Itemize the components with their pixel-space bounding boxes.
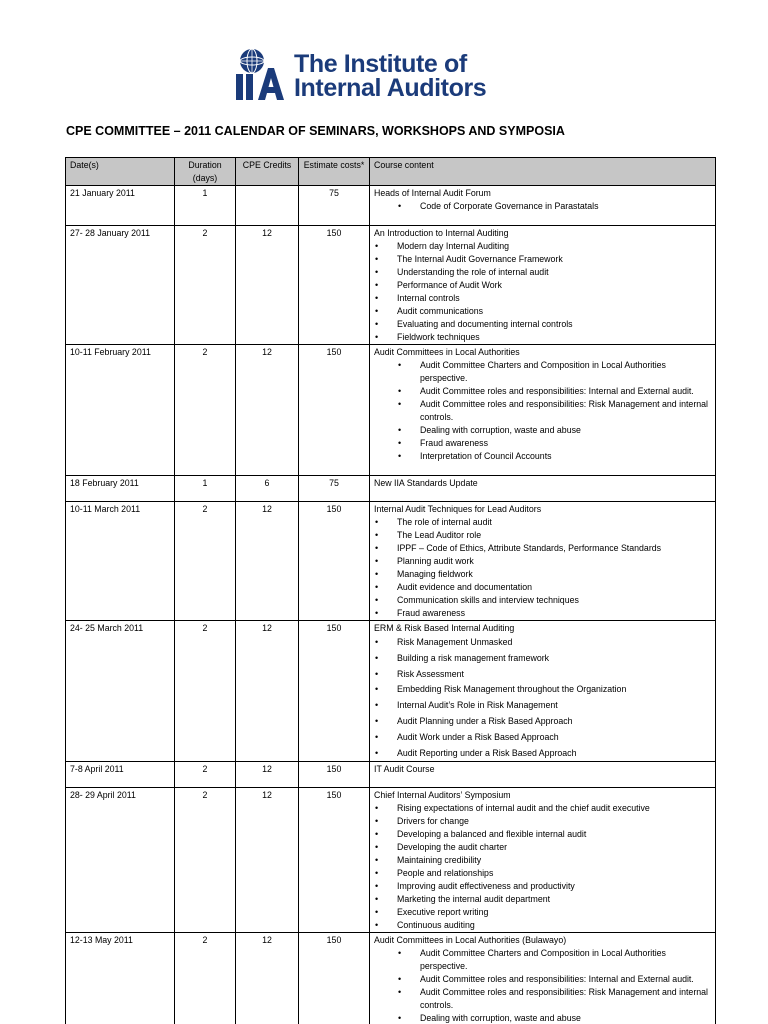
table-row <box>66 933 716 1024</box>
course-heading: Internal Audit Techniques for Lead Auditors <box>374 504 542 514</box>
list-item: • Evaluating and documenting internal controls <box>374 318 711 331</box>
duration-cell: 2 <box>175 345 236 476</box>
header-course-content: Course content <box>370 158 716 186</box>
list-item: • Performance of Audit Work <box>374 279 711 292</box>
header-cpe-credits: CPE Credits <box>236 158 299 186</box>
list-item: • Risk Assessment <box>374 667 711 683</box>
credits-cell: 12 <box>236 621 299 762</box>
seminar-calendar-table <box>65 157 716 1024</box>
date-cell: 10-11 March 2011 <box>66 502 175 621</box>
list-item: • Audit Committee Charters and Composition in Local Authorities perspective. <box>374 947 711 973</box>
course-heading: Heads of Internal Audit Forum <box>374 188 491 198</box>
list-item: • Audit Committee roles and responsibilities: Risk Management and internal controls. <box>374 986 711 1012</box>
cost-cell: 150 <box>299 788 370 933</box>
header-dates: Date(s) <box>66 158 175 186</box>
duration-cell: 2 <box>175 621 236 762</box>
list-item: • The role of internal audit <box>374 516 711 529</box>
cost-cell: 150 <box>299 762 370 788</box>
course-heading: Audit Committees in Local Authorities (Bulawayo) <box>374 935 567 946</box>
date-cell: 18 February 2011 <box>66 476 175 502</box>
course-content-cell <box>370 933 716 1024</box>
cost-cell: 150 <box>299 345 370 476</box>
list-item: • Internal controls <box>374 292 711 305</box>
list-item: • Dealing with corruption, waste and abuse <box>374 1012 711 1024</box>
list-item: • Continuous auditing <box>374 919 711 932</box>
cost-cell: 150 <box>299 502 370 621</box>
list-item: • Modern day Internal Auditing <box>374 240 711 253</box>
duration-cell: 2 <box>175 502 236 621</box>
duration-cell: 2 <box>175 788 236 933</box>
table-row <box>66 762 716 788</box>
list-item: • Fraud awareness <box>374 437 711 450</box>
course-heading: ERM & Risk Based Internal Auditing <box>374 623 515 633</box>
list-item: • Risk Management Unmasked <box>374 635 711 651</box>
list-item: • Audit evidence and documentation <box>374 581 711 594</box>
table-row <box>66 502 716 621</box>
duration-cell: 1 <box>175 476 236 502</box>
duration-cell: 1 <box>175 186 236 226</box>
list-item: • Internal Audit’s Role in Risk Management <box>374 698 711 714</box>
course-content-cell <box>370 345 716 476</box>
list-item: • Interpretation of Council Accounts <box>374 450 711 463</box>
list-item: • Audit Committee roles and responsibilities: Risk Management and internal controls. <box>374 398 711 424</box>
cost-cell: 150 <box>299 226 370 345</box>
list-item: • Embedding Risk Management throughout the Organization <box>374 682 711 698</box>
list-item: • Audit Committee roles and responsibilities: Internal and External audit. <box>374 973 711 986</box>
list-item: • Improving audit effectiveness and productivity <box>374 880 711 893</box>
course-heading: IT Audit Course <box>374 764 435 775</box>
duration-cell: 2 <box>175 226 236 345</box>
date-cell: 7-8 April 2011 <box>66 762 175 788</box>
list-item: • The Internal Audit Governance Framework <box>374 253 711 266</box>
credits-cell: 12 <box>236 502 299 621</box>
topic-list <box>374 359 711 463</box>
credits-cell: 12 <box>236 933 299 1024</box>
course-heading: An Introduction to Internal Auditing <box>374 228 509 238</box>
list-item: • Developing a balanced and flexible internal audit <box>374 828 711 841</box>
duration-cell: 2 <box>175 762 236 788</box>
list-item: • Audit communications <box>374 305 711 318</box>
list-item: • Building a risk management framework <box>374 651 711 667</box>
cost-cell: 150 <box>299 621 370 762</box>
list-item: • Audit Committee roles and responsibilities: Internal and External audit. <box>374 385 711 398</box>
list-item: • Audit Committee Charters and Composition in Local Authorities perspective. <box>374 359 711 385</box>
table-row <box>66 788 716 933</box>
course-content-cell <box>370 788 716 933</box>
table-row <box>66 186 716 226</box>
table-row <box>66 621 716 762</box>
iia-globe-logo-icon <box>232 44 292 102</box>
list-item: • Maintaining credibility <box>374 854 711 867</box>
list-item: • Rising expectations of internal audit and the chief audit executive <box>374 802 711 815</box>
date-cell: 27- 28 January 2011 <box>66 226 175 345</box>
credits-cell: 12 <box>236 762 299 788</box>
logo-wordmark <box>294 52 486 100</box>
course-content-cell <box>370 186 716 226</box>
table-row <box>66 226 716 345</box>
topic-list <box>374 516 711 620</box>
list-item: • Managing fieldwork <box>374 568 711 581</box>
table-row <box>66 345 716 476</box>
course-heading: Chief Internal Auditors’ Symposium <box>374 790 511 801</box>
iia-logo <box>232 44 512 104</box>
credits-cell: 6 <box>236 476 299 502</box>
date-cell: 12-13 May 2011 <box>66 933 175 1024</box>
course-heading: Audit Committees in Local Authorities <box>374 347 520 357</box>
list-item: • Planning audit work <box>374 555 711 568</box>
list-item: • Code of Corporate Governance in Parastatals <box>374 200 711 213</box>
credits-cell: 12 <box>236 788 299 933</box>
list-item: • Fraud awareness <box>374 607 711 620</box>
topic-list <box>374 200 711 213</box>
date-cell: 10-11 February 2011 <box>66 345 175 476</box>
list-item: • Marketing the internal audit department <box>374 893 711 906</box>
course-content-cell <box>370 621 716 762</box>
topic-list <box>374 240 711 344</box>
table-row <box>66 476 716 502</box>
header-estimate-costs: Estimate costs* <box>299 158 370 186</box>
course-heading: New IIA Standards Update <box>374 478 478 488</box>
table-header-row <box>66 158 716 186</box>
list-item: • Drivers for change <box>374 815 711 828</box>
header-duration: Duration (days) <box>175 158 236 186</box>
topic-list <box>374 802 711 932</box>
cost-cell: 150 <box>299 933 370 1024</box>
list-item: • Developing the audit charter <box>374 841 711 854</box>
course-content-cell <box>370 476 716 502</box>
list-item: • Audit Work under a Risk Based Approach <box>374 730 711 746</box>
list-item: • Fieldwork techniques <box>374 331 711 344</box>
list-item: • Understanding the role of internal audit <box>374 266 711 279</box>
list-item: • Executive report writing <box>374 906 711 919</box>
document-title: CPE COMMITTEE – 2011 CALENDAR OF SEMINARS, WORKSHOPS AND SYMPOSIA <box>66 124 565 138</box>
course-content-cell <box>370 762 716 788</box>
date-cell: 28- 29 April 2011 <box>66 788 175 933</box>
credits-cell <box>236 186 299 226</box>
credits-cell: 12 <box>236 226 299 345</box>
date-cell: 24- 25 March 2011 <box>66 621 175 762</box>
list-item: • Audit Reporting under a Risk Based Approach <box>374 746 711 762</box>
course-content-cell <box>370 502 716 621</box>
topic-list <box>374 947 711 1024</box>
list-item: • Dealing with corruption, waste and abuse <box>374 424 711 437</box>
logo-line-2: Internal Auditors <box>294 74 487 102</box>
cost-cell: 75 <box>299 476 370 502</box>
date-cell: 21 January 2011 <box>66 186 175 226</box>
list-item: • IPPF – Code of Ethics, Attribute Standards, Performance Standards <box>374 542 711 555</box>
credits-cell: 12 <box>236 345 299 476</box>
course-content-cell <box>370 226 716 345</box>
duration-cell: 2 <box>175 933 236 1024</box>
topic-list <box>374 635 711 761</box>
cost-cell: 75 <box>299 186 370 226</box>
logo-line-1: The Institute of <box>294 50 467 78</box>
list-item: • The Lead Auditor role <box>374 529 711 542</box>
list-item: • Audit Planning under a Risk Based Approach <box>374 714 711 730</box>
list-item: • People and relationships <box>374 867 711 880</box>
list-item: • Communication skills and interview techniques <box>374 594 711 607</box>
